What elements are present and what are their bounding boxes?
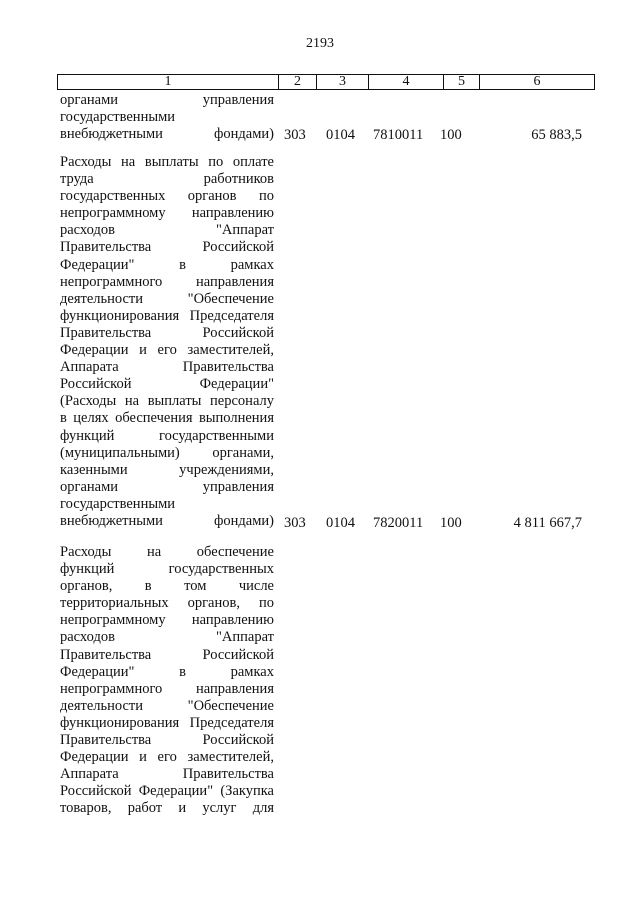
description-line: государственными [60, 495, 176, 512]
page-number: 2193 [306, 36, 334, 51]
table-header [57, 74, 595, 90]
row-target: 7810011 [373, 127, 424, 143]
description-line: непрограммному направлению [60, 612, 274, 629]
table-row-description [60, 544, 274, 818]
description-line: товаров, работ и услуг для [60, 800, 274, 817]
description-line: (Расходы на выплаты персоналу [60, 393, 274, 410]
description-line: органов, в том числе [60, 578, 274, 595]
header-col-3: 3 [317, 75, 369, 89]
description-line: территориальных органов, по [60, 595, 274, 612]
description-line: органами управления [60, 478, 274, 495]
description-line: Федерации и его заместителей, [60, 749, 274, 766]
table-row-description [60, 154, 274, 530]
description-line: внебюджетными фондами) [60, 126, 274, 143]
row-section: 0104 [326, 127, 355, 143]
description-line: Правительства Российской [60, 646, 274, 663]
description-line: Федерации и его заместителей, [60, 342, 274, 359]
description-line: органами управления [60, 92, 274, 108]
description-line: государственных органов по [60, 188, 274, 205]
description-line: Аппарата Правительства [60, 359, 274, 376]
header-col-6: 6 [533, 74, 541, 89]
description-line: Российской Федерации" [60, 376, 274, 393]
row-amount: 65 883,5 [531, 127, 582, 143]
row-type: 100 [440, 515, 462, 531]
description-line: функционирования Председателя [60, 307, 274, 324]
description-line: функций государственных [60, 561, 274, 578]
description-line: казенными учреждениями, [60, 461, 274, 478]
row-amount: 4 811 667,7 [513, 515, 582, 531]
header-col-4: 4 [369, 75, 444, 89]
description-line: Федерации" в рамках [60, 663, 274, 680]
row-code: 303 [284, 127, 306, 143]
description-line: Правительства Российской [60, 239, 274, 256]
description-line: Расходы на выплаты по оплате [60, 154, 274, 170]
description-line: Правительства Российской [60, 732, 274, 749]
row-type: 100 [440, 127, 462, 143]
row-target: 7820011 [373, 515, 424, 531]
description-line: труда работников [60, 171, 274, 188]
description-line: государственными [60, 109, 176, 126]
description-line: Российской Федерации" (Закупка [60, 783, 274, 800]
table-row-description [60, 92, 274, 143]
description-line: (муниципальными) органами, [60, 444, 274, 461]
description-line: в целях обеспечения выполнения [60, 410, 274, 427]
description-line: непрограммному направлению [60, 205, 274, 222]
header-col-2: 2 [279, 75, 317, 89]
header-col-1: 1 [58, 75, 279, 89]
description-line: расходов "Аппарат [60, 222, 274, 239]
description-line: Федерации" в рамках [60, 256, 274, 273]
description-line: функционирования Председателя [60, 714, 274, 731]
description-line: Расходы на обеспечение [60, 544, 274, 560]
row-section: 0104 [326, 515, 355, 531]
description-line: расходов "Аппарат [60, 629, 274, 646]
description-line: деятельности "Обеспечение [60, 697, 274, 714]
header-col-5: 5 [444, 75, 480, 89]
description-line: непрограммного направления [60, 273, 274, 290]
description-line: внебюджетными фондами) [60, 512, 274, 529]
row-code: 303 [284, 515, 306, 531]
description-line: Аппарата Правительства [60, 766, 274, 783]
description-line: непрограммного направления [60, 680, 274, 697]
description-line: деятельности "Обеспечение [60, 290, 274, 307]
description-line: функций государственными [60, 427, 274, 444]
description-line: Правительства Российской [60, 324, 274, 341]
